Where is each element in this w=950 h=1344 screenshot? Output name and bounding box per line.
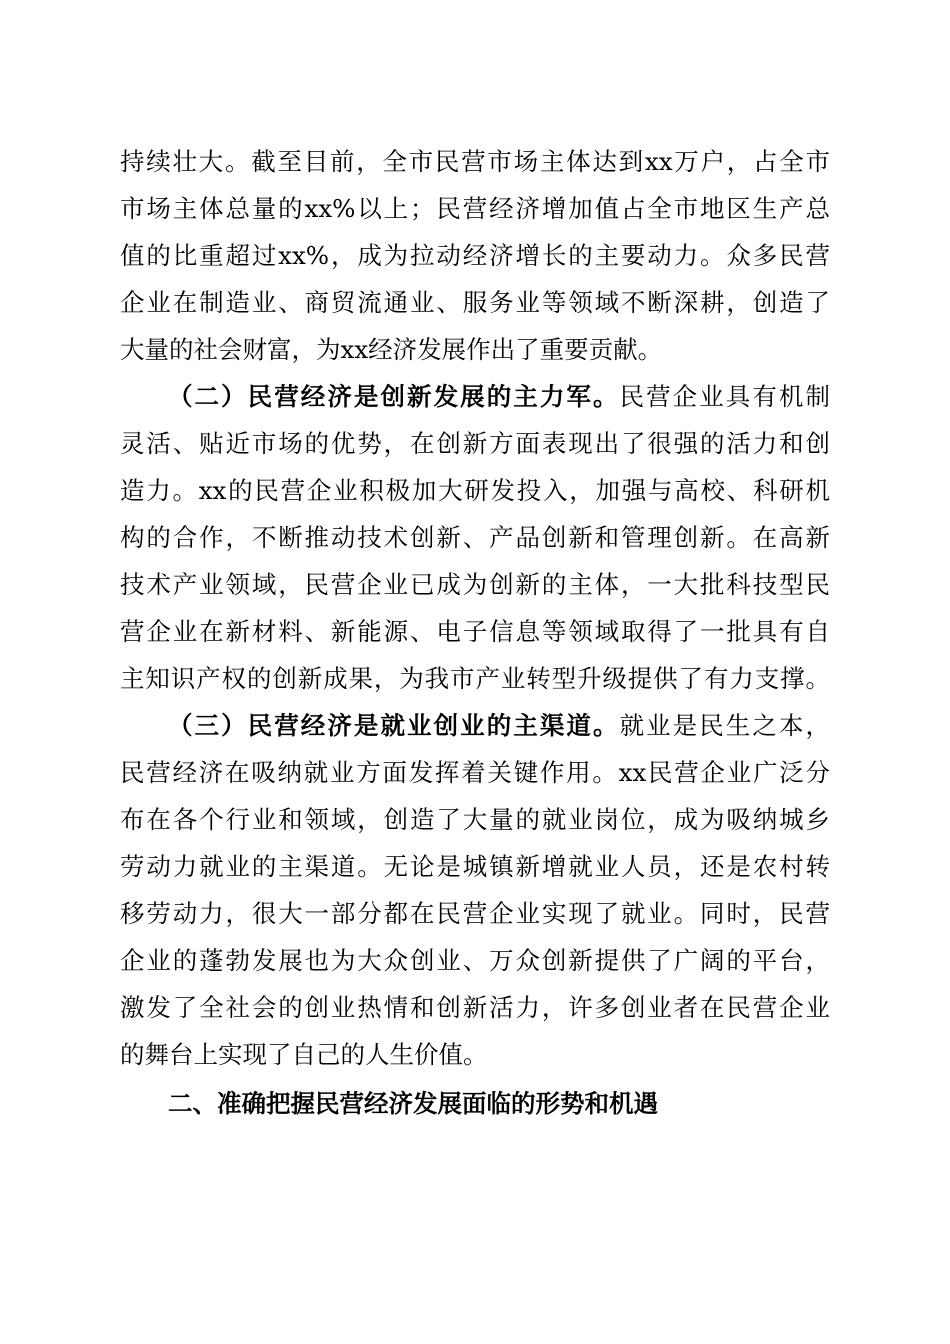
- paragraph-bold-lead: （三）民营经济是就业创业的主渠道。: [168, 711, 620, 740]
- text-line: 大量的社会财富，为xx经济发展作出了重要贡献。: [120, 335, 663, 364]
- paragraph-bold-lead: （二）民营经济是创新发展的主力军。: [168, 382, 620, 411]
- section-heading: 二、准确把握民营经济发展面临的形势和机遇: [168, 1089, 658, 1118]
- paragraph-first-line: [168, 704, 830, 748]
- paragraph-lead-rest: 就业是民生之本，: [619, 711, 830, 740]
- text-line: 民营经济在吸纳就业方面发挥着关键作用。xx民营企业广泛分: [120, 758, 830, 787]
- text-line: 灵活、贴近市场的优势，在创新方面表现出了很强的活力和创: [120, 429, 830, 458]
- text-line: 技术产业领域，民营企业已成为创新的主体，一大批科技型民: [120, 570, 830, 599]
- text-line: 主知识产权的创新成果，为我市产业转型升级提供了有力支撑。: [120, 664, 830, 693]
- text-line: 值的比重超过xx%，成为拉动经济增长的主要动力。众多民营: [120, 241, 830, 270]
- text-line: 造力。xx的民营企业积极加大研发投入，加强与高校、科研机: [120, 476, 830, 505]
- text-line: 市场主体总量的xx%以上；民营经济增加值占全市地区生产总: [120, 194, 830, 223]
- text-line: 移劳动力，很大一部分都在民营企业实现了就业。同时，民营: [120, 899, 830, 928]
- text-line: 营企业在新材料、新能源、电子信息等领域取得了一批具有自: [120, 617, 830, 646]
- paragraph-lead-rest: 民营企业具有机制: [619, 382, 830, 411]
- text-line: 激发了全社会的创业热情和创新活力，许多创业者在民营企业: [120, 993, 830, 1022]
- text-line: 持续壮大。截至目前，全市民营市场主体达到xx万户，占全市: [120, 147, 830, 176]
- paragraph-first-line: [168, 375, 830, 419]
- text-line: 布在各个行业和领域，创造了大量的就业岗位，成为吸纳城乡: [120, 805, 830, 834]
- text-line: 的舞台上实现了自己的人生价值。: [120, 1040, 488, 1069]
- text-line: 构的合作，不断推动技术创新、产品创新和管理创新。在高新: [120, 523, 830, 552]
- text-line: 企业在制造业、商贸流通业、服务业等领域不断深耕，创造了: [120, 288, 830, 317]
- text-line: 劳动力就业的主渠道。无论是城镇新增就业人员，还是农村转: [120, 852, 830, 881]
- text-line: 企业的蓬勃发展也为大众创业、万众创新提供了广阔的平台，: [120, 946, 830, 975]
